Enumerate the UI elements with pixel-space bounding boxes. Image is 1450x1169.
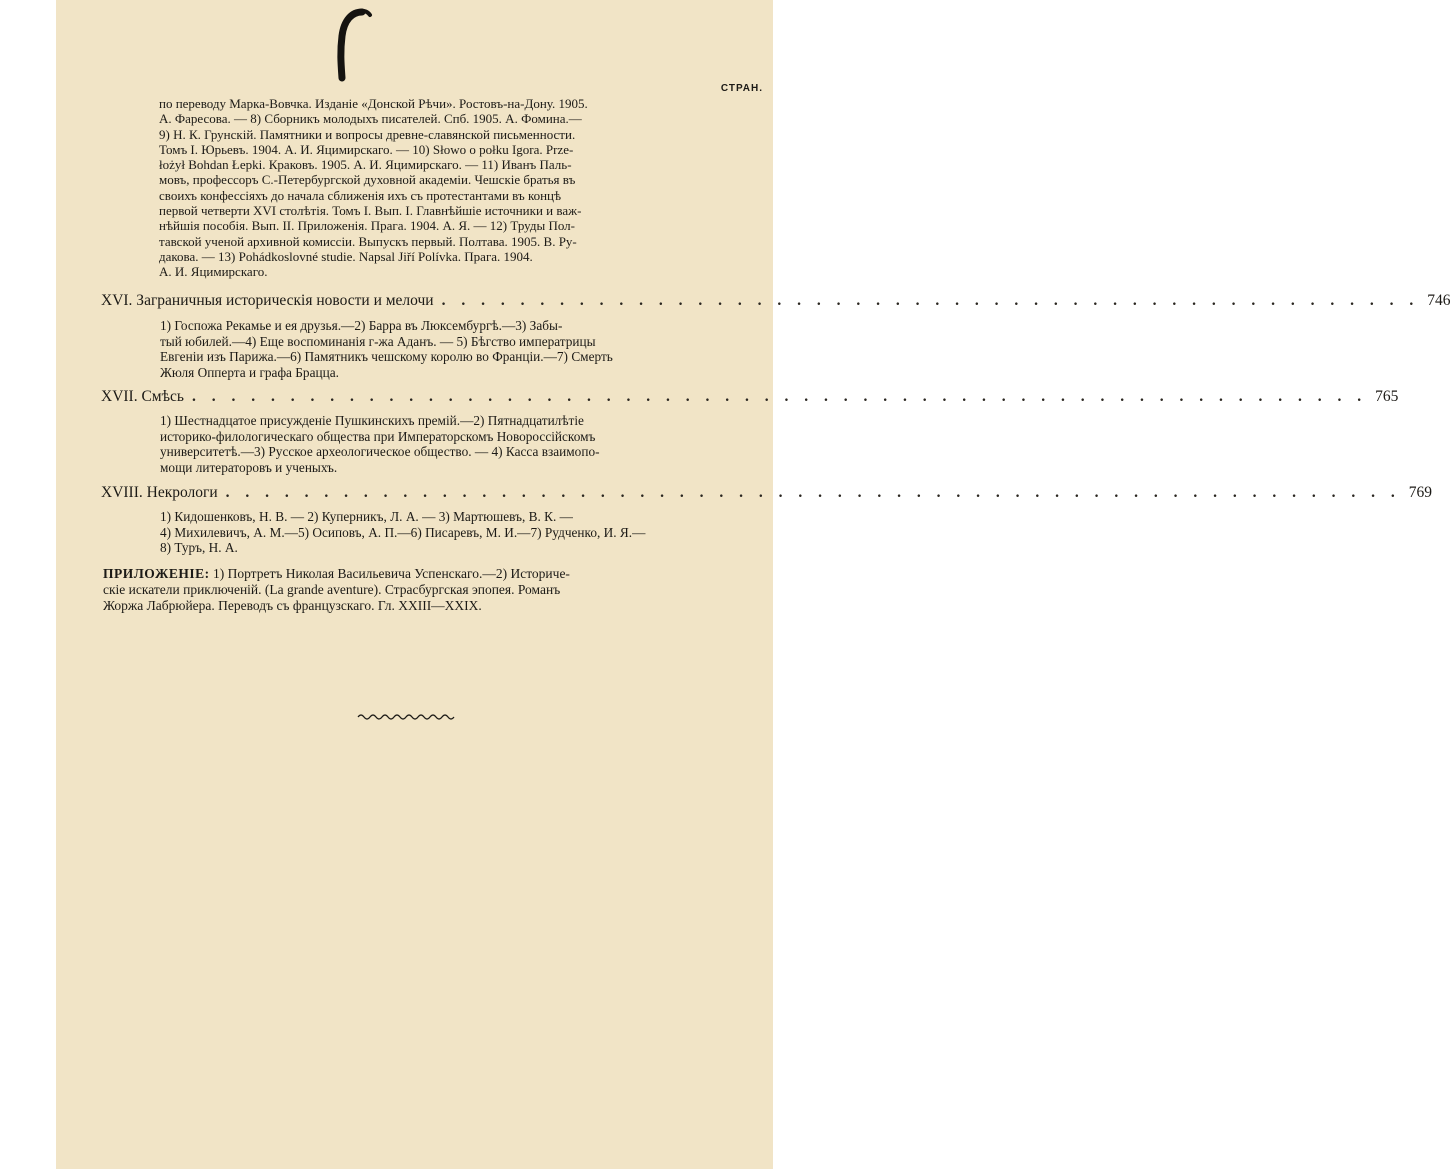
text-line: мощи литераторовъ и ученыхъ. (160, 459, 338, 475)
text-line: своихъ конфессіяхъ до начала сближенія ихъ съ протестантами въ концѣ (159, 187, 562, 203)
leader-dots: . . . . . . . . . . . . . . . . . . . . . . . . . . . . . . . . . . . . . . . . . . . . . . . . . . (441, 292, 1420, 309)
text-line: 1) Кидошенковъ, Н. В. — 2) Куперникъ, Л. А. — 3) Мартюшевъ, В. К. — (160, 509, 573, 524)
page-column-label: СТРАН. (720, 83, 763, 94)
text-line: мовъ, профессоръ С.-Петербургской духовной академіи. Чешскіе братья въ (159, 172, 576, 188)
text-line: тый юбилей.—4) Еще воспоминанія г-жа Аданъ. — 5) Бѣгство императрицы (160, 333, 596, 349)
section-page-number: 769 (1408, 484, 1433, 501)
toc-section-xvi (101, 292, 1450, 312)
text-line: историко-филологическаго общества при Императорскомъ Новороссійскомъ (160, 428, 596, 444)
text-line: нѣйшія пособія. Вып. II. Приложенія. Прага. 1904. А. Я. — 12) Труды Пол- (159, 218, 575, 234)
text-line: дакова. — 13) Pohádkoslovné studie. Napsal Jiří Polívka. Прага. 1904. (159, 248, 533, 264)
toc-section-xviii (101, 484, 1433, 504)
text-line: университетѣ.—3) Русское археологическое общество. — 4) Касса взаимопо- (160, 444, 600, 460)
appendix-line (103, 566, 665, 582)
section-page-number: 746 (1427, 292, 1450, 309)
text-line: 9) Н. К. Грунскій. Памятники и вопросы древне-славянской письменности. (159, 126, 576, 142)
text-line: тавской ученой архивной комиссіи. Выпускъ первый. Полтава. 1905. В. Ру- (159, 233, 577, 249)
ornament-divider-icon (358, 712, 454, 722)
text-line: Жюля Опперта и графа Брацца. (160, 364, 339, 380)
appendix-text: 1) Портретъ Николая Васильевича Успенскаго.—2) Историче- (209, 566, 570, 581)
text-line: первой четверти XVI столѣтія. Томъ I. Вып. I. Главнѣйшіе источники и важ- (159, 203, 582, 219)
toc-section-xvii (101, 388, 1399, 408)
section-title: XVIII. Некрологи (101, 484, 218, 501)
leader-dots: . . . . . . . . . . . . . . . . . . . . . . . . . . . . . . . . . . . . . . . . . . . . . . . . . . . . . . . . . . . . (191, 388, 1368, 405)
text-line: по переводу Марка-Вовчка. Изданіе «Донской Рѣчи». Ростовъ-на-Дону. 1905. (159, 96, 588, 111)
text-line: Томъ I. Юрьевъ. 1904. А. И. Яцимирскаго. — 10) Słowo o połku Igora. Prze- (159, 141, 574, 157)
text-line: łożył Bohdan Łepki. Краковъ. 1905. А. И. Яцимирскаго. — 11) Иванъ Паль- (159, 157, 572, 173)
text-line: 1) Шестнадцатое присужденіе Пушкинскихъ премій.—2) Пятнадцатилѣтіе (160, 413, 584, 428)
section-contents (160, 509, 665, 556)
appendix-line: Жоржа Лабрюйера. Переводъ съ французскаго. Гл. XXIII—XXIX. (103, 598, 482, 613)
text-line: А. Фаресова. — 8) Сборникъ молодыхъ писателей. Спб. 1905. А. Фомина.— (159, 111, 582, 127)
section-contents (160, 413, 665, 475)
text-line: А. И. Яцимирскаго. (159, 264, 268, 280)
section-contents (160, 318, 665, 380)
section-page-number: 765 (1375, 388, 1399, 405)
appendix-block (103, 566, 665, 614)
text-line: 1) Госпожа Рекамье и ея друзья.—2) Барра въ Люксембургѣ.—3) Забы- (160, 318, 563, 333)
text-line: 4) Михилевичъ, А. М.—5) Осиповъ, А. П.—6) Писаревъ, М. И.—7) Рудченко, И. Я.— (160, 524, 646, 540)
section-title: XVI. Заграничныя историческія новости и мелочи (101, 292, 434, 309)
continuation-entries (159, 96, 669, 280)
leader-dots: . . . . . . . . . . . . . . . . . . . . . . . . . . . . . . . . . . . . . . . . . . . . . . . . . . . . . . . . . . . . (225, 484, 1401, 501)
section-title: XVII. Смѣсь (101, 388, 184, 405)
text-line: Евгеніи изъ Парижа.—6) Памятникъ чешскому королю во Франціи.—7) Смерть (160, 349, 613, 365)
text-line: 8) Туръ, Н. А. (160, 540, 238, 556)
appendix-line: скіе искатели приключеній. (La grande aventure). Страсбургская эпопея. Романъ (103, 582, 561, 597)
pencil-mark-icon (330, 6, 374, 82)
appendix-label: ПРИЛОЖЕНІЕ: (103, 566, 210, 581)
